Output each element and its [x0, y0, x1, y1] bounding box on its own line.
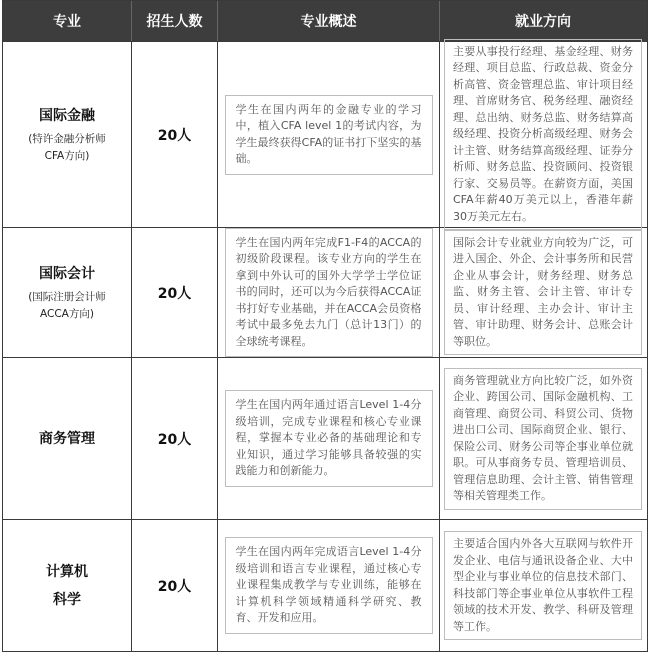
programs-table	[2, 0, 648, 652]
overview-text: 学生在国内两年完成语言Level 1-4分级培训和语言专业课程，通过核心专业课程集成教学与专业训练，能够在计算机科学领域精通科学研究、教育、开发和应用。	[225, 537, 433, 634]
career-cell	[439, 228, 646, 357]
enrollment-count: 20人	[157, 578, 192, 595]
major-subtitle-line: (国际注册会计师	[28, 290, 106, 303]
overview-cell	[217, 42, 439, 227]
header-major: 专业	[53, 14, 81, 30]
overview-cell	[217, 228, 439, 357]
header-enrollment: 招生人数	[131, 1, 217, 41]
count-cell	[131, 358, 217, 519]
career-text: 主要适合国内外各大互联网与软件开发企业、电信与通讯设备企业、大中型企业与事业单位的信息技术部门、科技部门等企事业单位从事软件工程领域的技术开发、教学、科研及管理等工作。	[444, 531, 642, 640]
table-row	[3, 227, 647, 357]
table-row	[3, 41, 647, 227]
overview-cell	[217, 358, 439, 519]
career-text: 主要从事投行经理、基金经理、财务经理、项目总监、行政总裁、资金分析高管、资金管理总监、审计项目经理、首席财务官、税务经理、融资经理、总出纳、财务总监、财务结算高级经理、投资分析高级经理、财务会计主管、财务结算高级经理、证券分析师、财务总监、投资顾问、投资银行家、交易员等。在薪资方面，美国CFA年薪40万美元以上，香港年薪30万美元左右。	[444, 39, 642, 231]
count-cell	[131, 520, 217, 651]
header-overview: 专业概述	[217, 1, 439, 41]
enrollment-count: 20人	[157, 127, 192, 144]
count-cell	[131, 42, 217, 227]
major-cell	[3, 228, 131, 357]
major-name: 商务管理	[39, 430, 95, 447]
major-subtitle-line: (特许金融分析师	[28, 132, 106, 145]
major-subtitle	[28, 131, 106, 165]
enrollment-count: 20人	[157, 285, 192, 302]
major-name: 国际会计	[39, 265, 95, 282]
table-header	[3, 1, 647, 41]
career-cell	[439, 42, 646, 227]
overview-text: 学生在国内两年的金融专业的学习中，植入CFA level 1的考试内容，为学生最终获得CFA的证书打下坚实的基础。	[225, 95, 433, 175]
career-cell	[439, 358, 646, 519]
major-subtitle-line: CFA方向)	[44, 149, 90, 162]
enrollment-count: 20人	[157, 431, 192, 448]
table-row	[3, 519, 647, 651]
major-cell	[3, 42, 131, 227]
major-cell	[3, 520, 131, 651]
major-cell	[3, 358, 131, 519]
major-subtitle	[28, 289, 106, 323]
overview-text: 学生在国内两年完成F1-F4的ACCA的初级阶段课程。该专业方向的学生在拿到中外认可的国外大学学士学位证书的同时，还可以为今后获得ACCA证书打好专业基础，并在ACCA会员资格考试中最多免去九门（总计13门）的全球统考课程。	[225, 228, 433, 358]
major-name: 科学	[53, 591, 81, 608]
overview-cell	[217, 520, 439, 651]
header-career: 就业方向	[439, 1, 646, 41]
career-cell	[439, 520, 646, 651]
table-row	[3, 357, 647, 519]
count-cell	[131, 228, 217, 357]
career-text: 国际会计专业就业方向较为广泛，可进入国企、外企、会计事务所和民营企业从事会计，财务经理、财务总监、财务主管、会计主管、审计专员、审计经理、主办会计、审计主管、审计助理、财务会计、总账会计等职位。	[444, 230, 642, 356]
overview-text: 学生在国内两年通过语言Level 1-4分级培训，完成专业课程和核心专业课程，掌握本专业必备的基础理论和专业知识，通过学习能够具备较强的实践能力和创新能力。	[225, 390, 433, 487]
major-subtitle-line: ACCA方向)	[40, 307, 94, 320]
career-text: 商务管理就业方向比较广泛，如外资企业、跨国公司、国际金融机构、工商管理、商贸公司、科贸公司、货物进出口公司、国际商贸企业、银行、保险公司、财务公司等企事业单位就职。可从事商务专员、管理培训员、管理信息助理、会计主管、销售管理等相关管理类工作。	[444, 368, 642, 510]
major-name: 计算机	[46, 563, 88, 580]
major-name: 国际金融	[39, 107, 95, 124]
